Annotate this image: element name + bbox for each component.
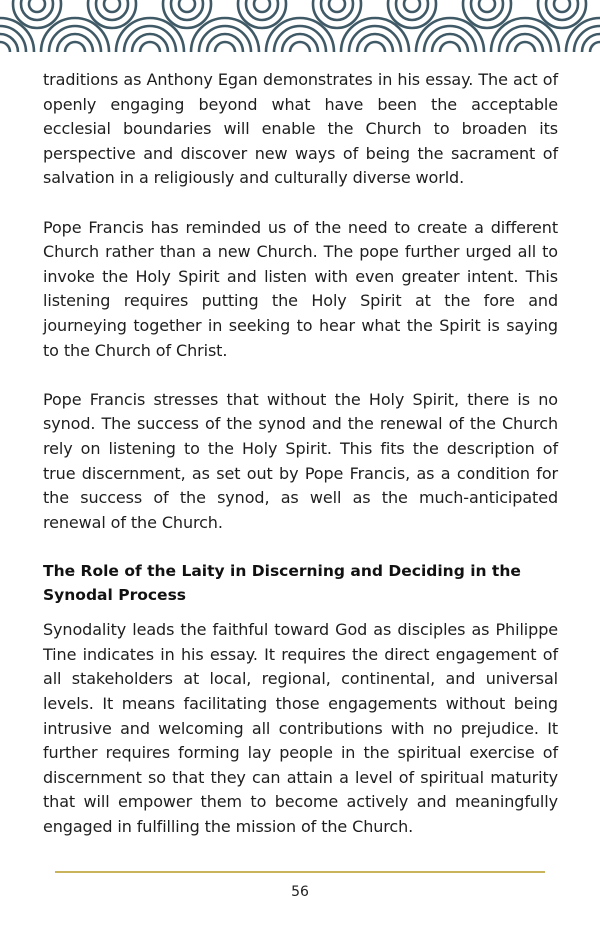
page-body (43, 68, 558, 840)
header-wave-pattern (0, 0, 600, 52)
body-paragraph: traditions as Anthony Egan demonstrates in his essay. The act of openly engaging beyond what have been the acceptable ecclesial boundaries will enable the Church to broaden its perspective and discover new ways of being the sacrament of salvation in a religiously and culturally diverse world. (43, 70, 558, 188)
body-paragraph: Pope Francis has reminded us of the need to create a different Church rather than a new Church. The pope further urged all to invoke the Holy Spirit and listen with even greater intent. This listening requires putting the Holy Spirit at the fore and journeying together in seeking to hear what the Spirit is saying to the Church of Christ. (43, 217, 558, 360)
concentric-arcs-icon (0, 0, 600, 52)
body-paragraph: Synodality leads the faithful toward God as disciples as Philippe Tine indicates in his essay. It requires the direct engagement of all stakeholders at local, regional, continental, and universal levels. It means facilitating those engagements without being intrusive and welcoming all contributions with no prejudice. It further requires forming lay people in the spiritual exercise of discernment so that they can attain a level of spiritual maturity that will empower them to become actively and meaningfully engaged in fulfilling the mission of the Church. (43, 620, 558, 837)
section-heading: The Role of the Laity in Discerning and Deciding in the Synodal Process (43, 562, 521, 605)
footer-divider (55, 871, 545, 873)
body-paragraph: Pope Francis stresses that without the Holy Spirit, there is no synod. The success of the synod and the renewal of the Church rely on listening to the Holy Spirit. This fits the description of true discernment, as set out by Pope Francis, as a condition for the success of the synod, as well as the much-anticipated renewal of the Church. (43, 389, 558, 532)
page-number: 56 (291, 884, 309, 900)
